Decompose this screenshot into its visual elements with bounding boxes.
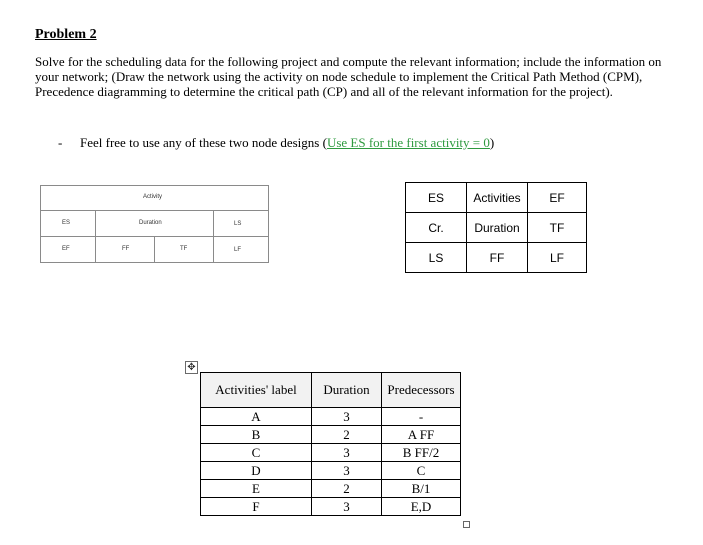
node-design-large bbox=[405, 182, 587, 273]
cell-activity[interactable]: F bbox=[201, 498, 312, 516]
cell-predecessors[interactable]: C bbox=[382, 462, 461, 480]
cell-duration[interactable]: 3 bbox=[312, 408, 382, 426]
cell-duration[interactable]: 3 bbox=[312, 498, 382, 516]
cell-duration[interactable]: 3 bbox=[312, 444, 382, 462]
bullet-close: ) bbox=[489, 135, 495, 150]
cell-predecessors[interactable]: B/1 bbox=[382, 480, 461, 498]
cell-duration[interactable]: 2 bbox=[312, 426, 382, 444]
activity-table bbox=[200, 372, 461, 516]
bullet-dash: - bbox=[58, 135, 63, 150]
table-row bbox=[201, 480, 461, 498]
node-cell-ff: FF bbox=[467, 243, 528, 273]
node-cell-cr: Cr. bbox=[406, 213, 467, 243]
cell-activity[interactable]: D bbox=[201, 462, 312, 480]
node-cell-es: ES bbox=[406, 183, 467, 213]
table-row bbox=[201, 444, 461, 462]
cell-predecessors[interactable]: B FF/2 bbox=[382, 444, 461, 462]
problem-title: Problem 2 bbox=[35, 27, 97, 42]
node-design-small bbox=[40, 185, 269, 263]
bullet-text: Feel free to use any of these two node designs ( bbox=[80, 135, 327, 150]
move-cross-icon[interactable]: ✥ bbox=[185, 361, 198, 374]
header-duration: Duration bbox=[312, 373, 382, 408]
table-header-row bbox=[201, 373, 461, 408]
node-cell-activities: Activities bbox=[467, 183, 528, 213]
cell-duration[interactable]: 3 bbox=[312, 462, 382, 480]
node-row bbox=[406, 243, 587, 273]
cell-predecessors[interactable]: - bbox=[382, 408, 461, 426]
resize-handle-icon[interactable] bbox=[463, 521, 470, 528]
node-row bbox=[406, 183, 587, 213]
cell-activity[interactable]: C bbox=[201, 444, 312, 462]
bullet-line bbox=[58, 135, 494, 151]
cell-activity[interactable]: B bbox=[201, 426, 312, 444]
table-row bbox=[201, 408, 461, 426]
table-row bbox=[201, 462, 461, 480]
node-lf-label: LF bbox=[234, 247, 242, 253]
cell-duration[interactable]: 2 bbox=[312, 480, 382, 498]
node-cell-ls: LS bbox=[406, 243, 467, 273]
es-hint-link[interactable]: Use ES for the first activity = 0 bbox=[326, 135, 490, 150]
node-ls-label: LS bbox=[234, 221, 242, 227]
node-ff-label: FF bbox=[122, 246, 130, 252]
node-cell-duration: Duration bbox=[467, 213, 528, 243]
node-duration-label: Duration bbox=[139, 220, 162, 226]
cell-activity[interactable]: E bbox=[201, 480, 312, 498]
cell-predecessors[interactable]: A FF bbox=[382, 426, 461, 444]
cell-predecessors[interactable]: E,D bbox=[382, 498, 461, 516]
table-row bbox=[201, 426, 461, 444]
node-row bbox=[406, 213, 587, 243]
problem-description: Solve for the scheduling data for the following project and compute the relevant information; include the information on your network; (Draw the network using the activity on node schedule to implement the Critical Path Method (CPM), Precedence diagramming to determine the critical path (CP) and all of the relevant information for the project). bbox=[35, 54, 662, 99]
node-es-label: ES bbox=[62, 220, 71, 226]
node-cell-lf: LF bbox=[528, 243, 587, 273]
table-row bbox=[201, 498, 461, 516]
node-ef-label: EF bbox=[62, 246, 70, 252]
node-tf-label: TF bbox=[180, 246, 188, 252]
cell-activity[interactable]: A bbox=[201, 408, 312, 426]
header-activity-label: Activities' label bbox=[201, 373, 312, 408]
node-cell-ef: EF bbox=[528, 183, 587, 213]
node-activity-label: Activity bbox=[143, 194, 163, 200]
header-predecessors: Predecessors bbox=[382, 373, 461, 408]
node-cell-tf: TF bbox=[528, 213, 587, 243]
